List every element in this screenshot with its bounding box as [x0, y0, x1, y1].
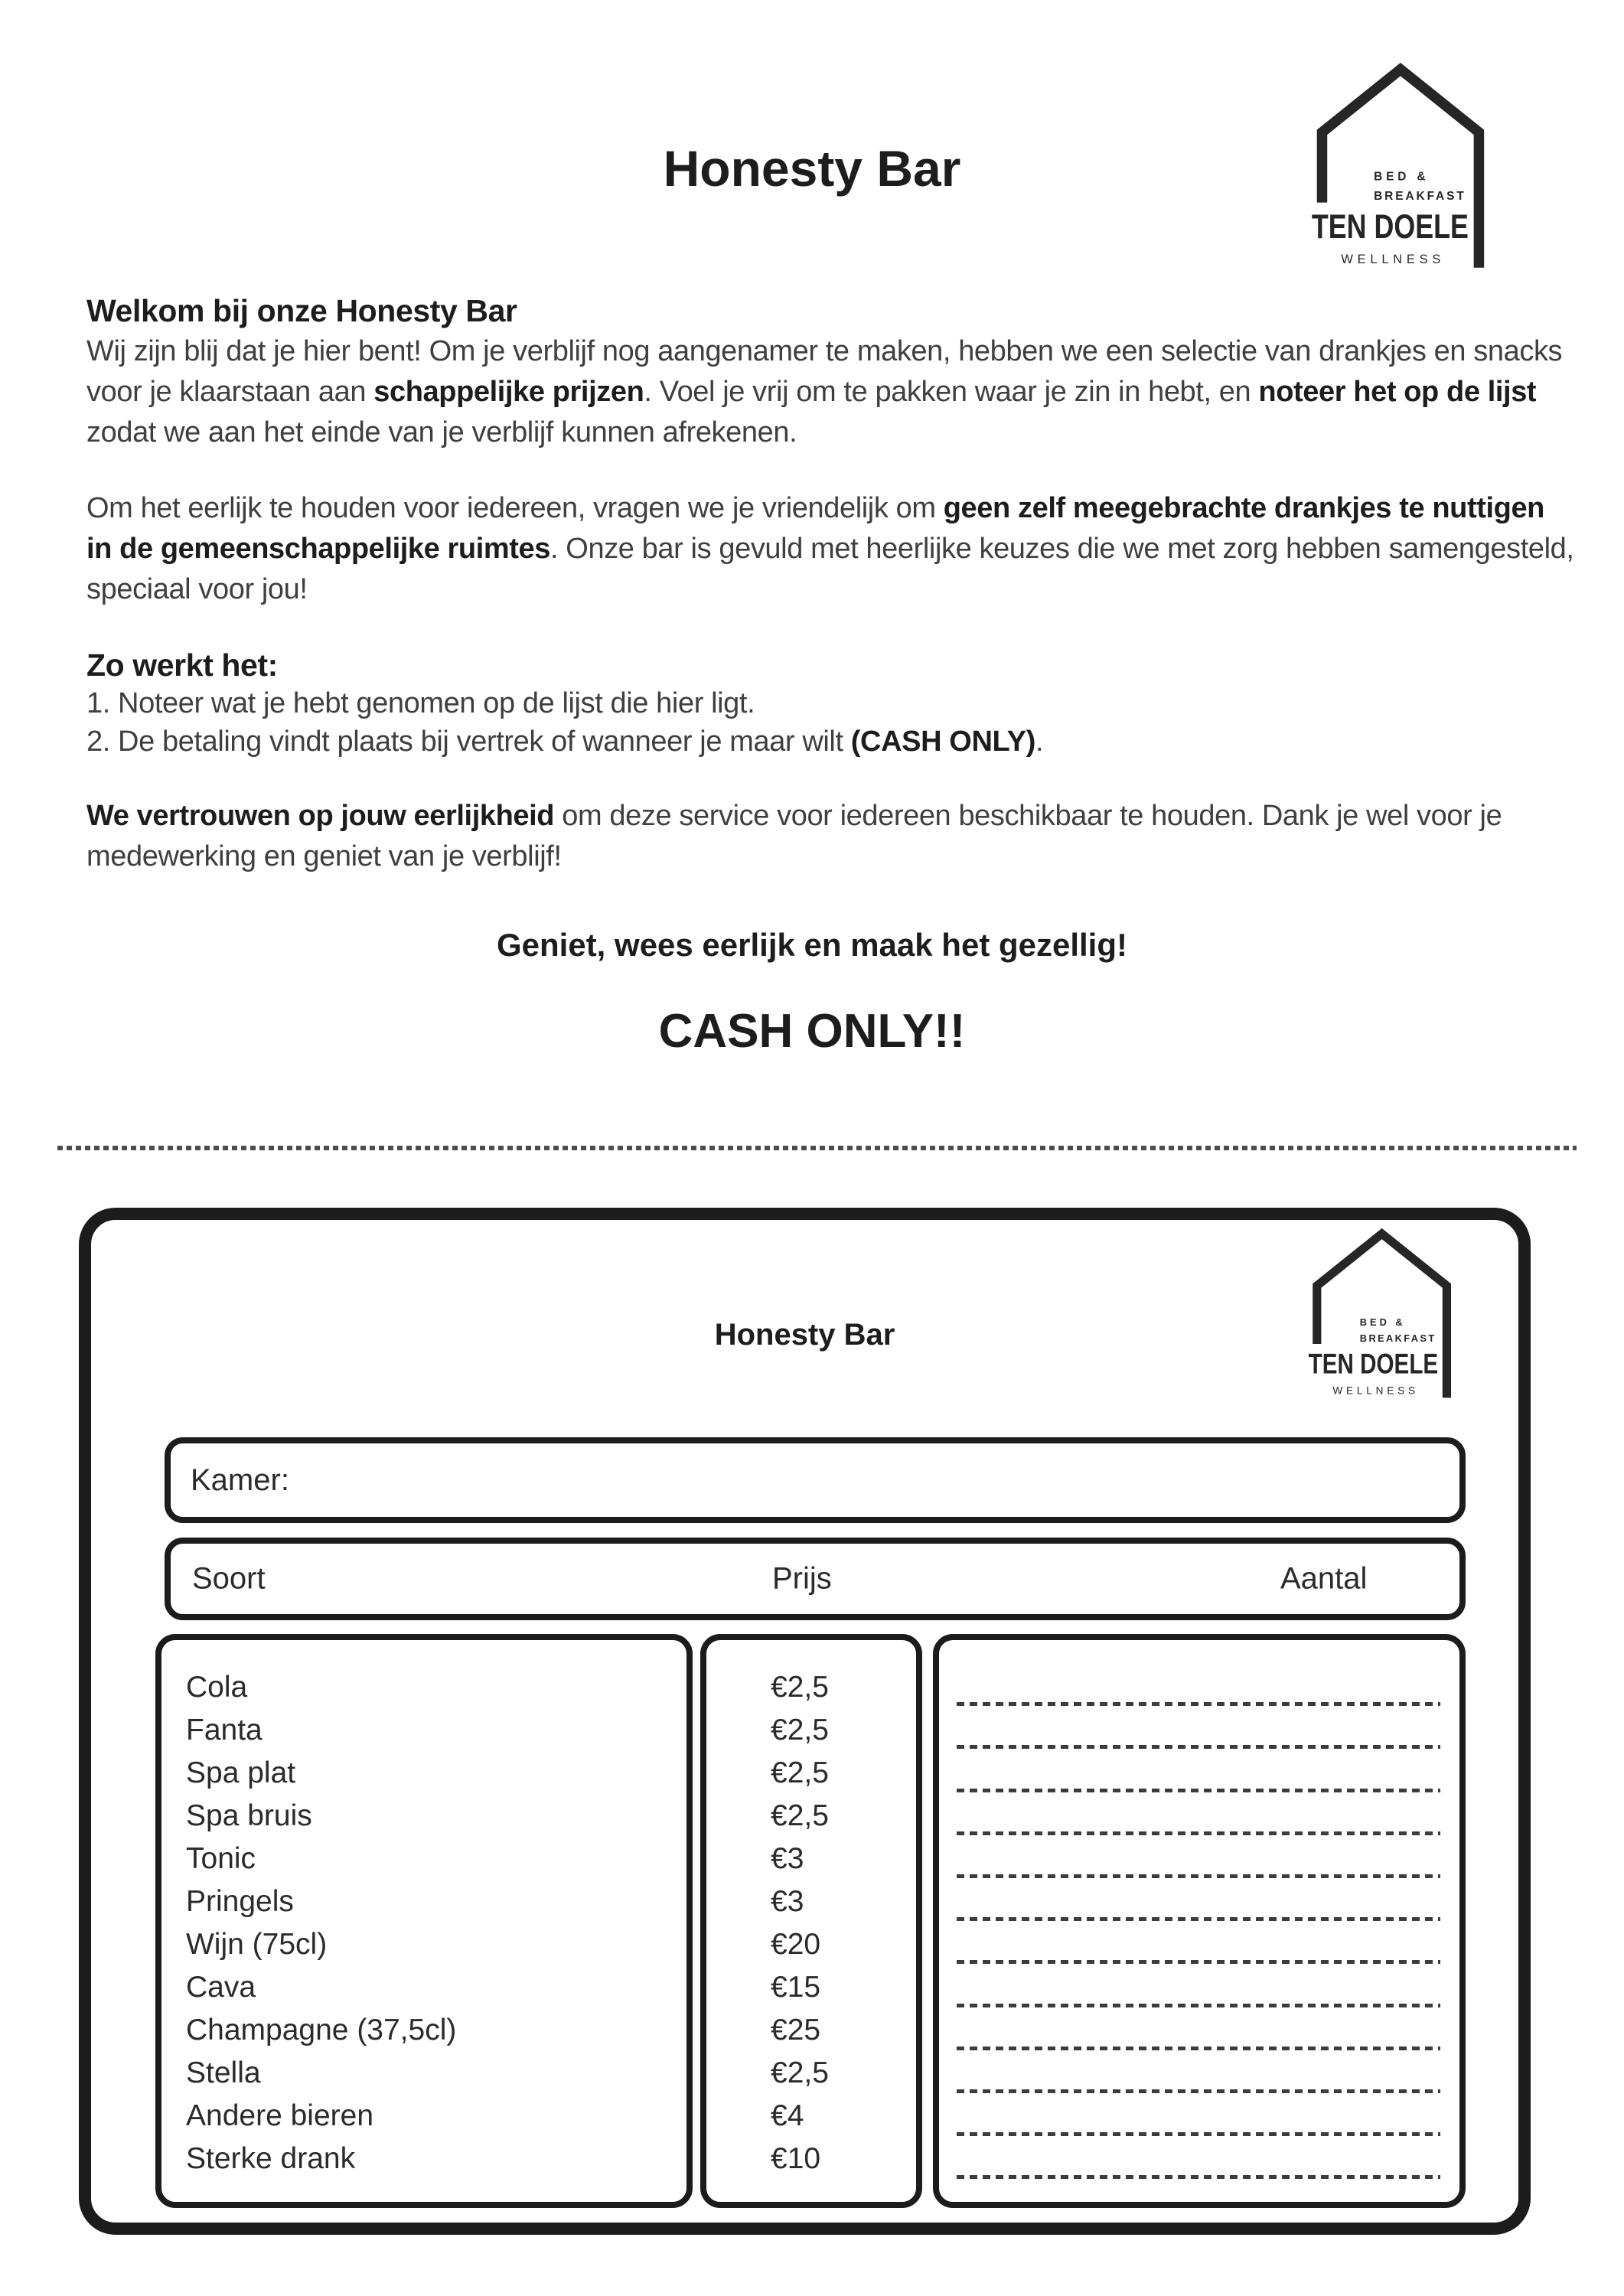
column-header-soort: Soort	[192, 1561, 266, 1596]
intro-p1-text-3: zodat we aan het einde van je verblijf kunnen afrekenen.	[86, 416, 797, 448]
column-header-aantal: Aantal	[1280, 1561, 1368, 1596]
room-label: Kamer:	[191, 1463, 289, 1497]
item-price: €4	[771, 2099, 804, 2132]
order-form	[79, 1208, 1531, 2235]
item-name: Tonic	[186, 1842, 256, 1875]
table-header	[165, 1538, 1466, 1620]
tendoele-logo-small	[1297, 1228, 1464, 1411]
item-price: €2,5	[771, 1799, 829, 1832]
logo-breakfast-text: BREAKFAST	[1359, 1332, 1436, 1344]
item-price: €3	[771, 1842, 804, 1875]
logo-wellness-text: WELLNESS	[1341, 252, 1446, 266]
tally-line	[939, 1706, 1459, 1749]
intro-p2-bold: geen zelf meegebrachte drankjes te nuttigen in de gemeenschappelijke ruimtes	[86, 492, 1544, 565]
cut-separator-line	[57, 1146, 1577, 1150]
trust-text: om deze service voor iedereen beschikbaar te houden. Dank je wel voor je medewerking en geniet van je verblijf!	[86, 800, 1502, 872]
column-header-prijs: Prijs	[772, 1561, 832, 1596]
tendoele-logo	[1310, 60, 1488, 286]
logo-bed-text: BED &	[1374, 170, 1430, 184]
tally-line	[939, 2007, 1459, 2050]
item-price: €2,5	[771, 1756, 829, 1789]
logo-wellness-text: WELLNESS	[1332, 1384, 1419, 1397]
intro-p1-text-2: . Voel je vrij om te pakken waar je zin in hebt, en	[644, 376, 1259, 408]
item-name: Fanta	[186, 1714, 263, 1746]
column-soort	[155, 1634, 693, 2208]
item-price: €15	[771, 1971, 821, 2004]
tally-line	[939, 1663, 1459, 1706]
logo-name-text: TEN DOELE	[1311, 208, 1469, 246]
form-title: Honesty Bar	[714, 1318, 895, 1352]
column-aantal	[933, 1634, 1466, 2208]
intro-p2-text-2: . Onze bar is gevuld met heerlijke keuzes die we met zorg hebben samengesteld, speciaal voor jou!	[86, 533, 1574, 605]
page-title: Honesty Bar	[663, 140, 961, 197]
item-price: €25	[771, 2014, 821, 2047]
item-price: €2,5	[771, 1714, 829, 1746]
item-price: €10	[771, 2142, 821, 2175]
trust-bold: We vertrouwen op jouw eerlijkheid	[86, 800, 555, 832]
intro-p1-bold-2: noteer het op de lijst	[1258, 376, 1537, 408]
tally-line	[939, 1878, 1459, 1921]
room-field	[165, 1437, 1466, 1523]
item-price: €2,5	[771, 1671, 829, 1704]
tally-line	[939, 1964, 1459, 2007]
welcome-heading: Welkom bij onze Honesty Bar	[86, 293, 517, 328]
tally-line	[939, 2093, 1459, 2136]
intro-p1-bold-1: schappelijke prijzen	[373, 376, 644, 408]
trust-paragraph	[86, 796, 1575, 877]
logo-bed-text: BED &	[1359, 1316, 1406, 1328]
tagline: Geniet, wees eerlijk en maak het gezellig!	[496, 927, 1127, 963]
item-name: Andere bieren	[186, 2099, 374, 2132]
item-name: Sterke drank	[186, 2142, 356, 2175]
item-price: €20	[771, 1928, 821, 1961]
item-name: Spa bruis	[186, 1799, 312, 1832]
how-step-2-bold: (CASH ONLY)	[850, 726, 1036, 758]
tally-line	[939, 2050, 1459, 2093]
intro-p2-text: Om het eerlijk te houden voor iedereen, vragen we je vriendelijk om	[86, 492, 944, 524]
intro-paragraph-1	[86, 331, 1575, 453]
item-price: €3	[771, 1885, 804, 1918]
how-step-1: 1. Noteer wat je hebt genomen op de lijst die hier ligt.	[86, 687, 755, 719]
item-name: Wijn (75cl)	[186, 1928, 328, 1961]
item-name: Stella	[186, 2056, 261, 2089]
item-name: Champagne (37,5cl)	[186, 2014, 457, 2047]
how-step-2	[86, 722, 1575, 762]
how-step-2-text: 2. De betaling vindt plaats bij vertrek of wanneer je maar wilt	[86, 726, 851, 758]
logo-name-text: TEN DOELE	[1308, 1348, 1439, 1380]
column-prijs	[700, 1634, 922, 2208]
tally-line	[939, 1835, 1459, 1878]
cash-only-banner: CASH ONLY!!	[658, 1005, 966, 1058]
tally-line	[939, 1749, 1459, 1792]
item-name: Pringels	[186, 1885, 294, 1918]
tally-line	[939, 2136, 1459, 2179]
item-name: Spa plat	[186, 1756, 296, 1789]
how-step-2-period: .	[1035, 726, 1044, 758]
tally-line	[939, 1921, 1459, 1964]
logo-breakfast-text: BREAKFAST	[1374, 189, 1466, 203]
intro-paragraph-2	[86, 488, 1575, 610]
item-name: Cola	[186, 1671, 248, 1704]
tally-line	[939, 1792, 1459, 1835]
item-name: Cava	[186, 1971, 256, 2004]
item-price: €2,5	[771, 2056, 829, 2089]
how-it-works-heading: Zo werkt het:	[86, 647, 278, 683]
intro-p1-text: Wij zijn blij dat je hier bent! Om je verblijf nog aangenamer te maken, hebben we een selectie van drankjes en snacks voor je klaarstaan aan	[86, 335, 1563, 408]
